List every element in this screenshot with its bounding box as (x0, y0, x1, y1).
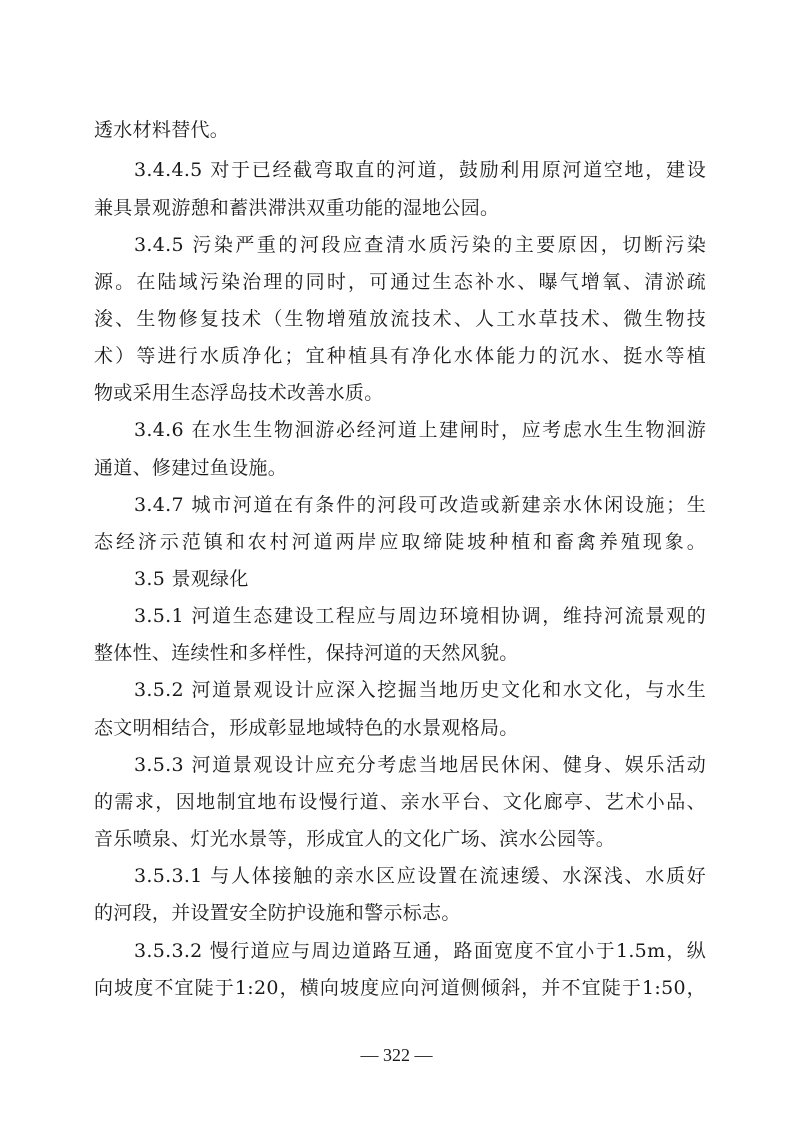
text-line: 浚、生物修复技术（生物增殖放流技术、人工水草技术、微生物技 (94, 308, 706, 330)
text-line: 3.5.3.1 与人体接触的亲水区应设置在流速缓、水深浅、水质好 (134, 865, 706, 887)
text-line: 3.4.5 污染严重的河段应查清水质污染的主要原因，切断污染 (134, 234, 706, 256)
text-line: 3.5.2 河道景观设计应深入挖掘当地历史文化和水文化，与水生 (134, 679, 706, 701)
text-line: 态经济示范镇和农村河道两岸应取缔陡坡种植和畜禽养殖现象。 (94, 531, 706, 553)
text-line: 3.4.6 在水生生物洄游必经河道上建闸时，应考虑水生生物洄游 (134, 419, 706, 441)
text-line: 3.5.1 河道生态建设工程应与周边环境相协调，维持河流景观的 (134, 605, 706, 627)
text-line: 音乐喷泉、灯光水景等，形成宜人的文化广场、滨水公园等。 (94, 828, 616, 850)
text-line: 物或采用生态浮岛技术改善水质。 (94, 382, 384, 404)
text-line: 通道、修建过鱼设施。 (94, 457, 288, 479)
text-line: 向坡度不宜陡于1:20，横向坡度应向河道侧倾斜，并不宜陡于1:50， (94, 977, 706, 999)
section-heading: 3.5 景观绿化 (134, 568, 249, 590)
page-number: — 322 — (360, 1045, 433, 1065)
text-line: 源。在陆域污染治理的同时，可通过生态补水、曝气增氧、清淤疏 (94, 271, 706, 293)
text-line: 术）等进行水质净化；宜种植具有净化水体能力的沉水、挺水等植 (94, 345, 706, 367)
text-line: 兼具景观游憩和蓄洪滞洪双重功能的湿地公园。 (94, 197, 500, 219)
text-line: 3.5.3 河道景观设计应充分考虑当地居民休闲、健身、娱乐活动 (134, 754, 706, 776)
text-line: 3.4.7 城市河道在有条件的河段可改造或新建亲水休闲设施；生 (134, 494, 706, 516)
text-line: 3.4.4.5 对于已经截弯取直的河道，鼓励利用原河道空地，建设 (134, 159, 706, 181)
text-line: 态文明相结合，形成彰显地域特色的水景观格局。 (94, 717, 519, 739)
text-line: 3.5.3.2 慢行道应与周边道路互通，路面宽度不宜小于1.5m，纵 (134, 940, 706, 962)
text-line: 整体性、连续性和多样性，保持河道的天然风貌。 (94, 642, 519, 664)
text-line: 透水材料替代。 (94, 119, 230, 141)
text-line: 的河段，并设置安全防护设施和警示标志。 (94, 902, 461, 924)
text-line: 的需求，因地制宜地布设慢行道、亲水平台、文化廊亭、艺术小品、 (94, 791, 706, 813)
